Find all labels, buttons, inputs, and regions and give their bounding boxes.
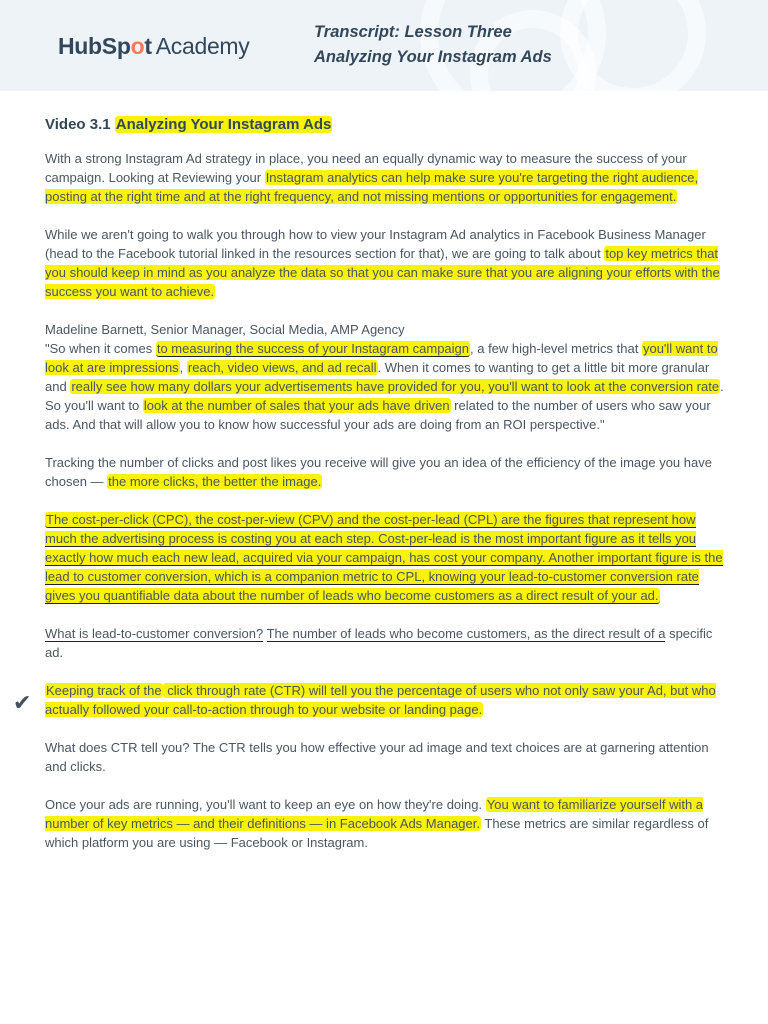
decorative-circle — [560, 0, 706, 91]
text: Tracking the number of clicks and post likes you receive will give you an idea of the efficiency of the image you have chosen — — [45, 455, 712, 489]
question: What is lead-to-customer conversion? — [45, 626, 264, 641]
text: While we aren't going to walk you through how to view your Instagram Ad analytics in Facebook Business Manager (head to the Facebook tutorial linked in the resources section for that), we are going to talk about — [45, 227, 706, 261]
highlight: the more clicks, the better the image. — [108, 474, 322, 489]
logo-academy: Academy — [155, 33, 250, 59]
video-heading — [45, 113, 725, 137]
paragraph-4 — [45, 453, 725, 491]
transcript-body — [45, 113, 725, 852]
paragraph-8 — [45, 738, 725, 776]
title-line-1: Transcript: Lesson Three — [314, 23, 512, 41]
text: , — [179, 360, 187, 375]
document-title — [314, 20, 552, 70]
video-title: Analyzing Your Instagram Ads — [115, 116, 332, 133]
text: What does CTR tell you? The CTR tells you how effective your ad image and text choices are at garnering attention and clicks. — [45, 740, 709, 774]
highlight: You want to familiarize yourself with a number of key metrics — and their definitions — in Facebook Ads Manager. — [45, 797, 704, 831]
highlight: reach, video views, and ad recall — [187, 360, 377, 375]
paragraph-9 — [45, 795, 725, 852]
speaker-name: Madeline Barnett, Senior Manager, Social Media, AMP Agency — [45, 322, 405, 337]
highlight: Instagram analytics can help make sure you're targeting the right audience, posting at the right time and at the right frequency, and not missing mentions or opportunities for engagement. — [45, 170, 699, 204]
text: "So when it comes — [45, 341, 156, 356]
checkmark-icon: ✔ — [13, 690, 32, 715]
text: Once your ads are running, you'll want to keep an eye on how they're doing. — [45, 797, 486, 812]
paragraph-6 — [45, 624, 725, 662]
highlight: click through rate (CTR) will tell you the percentage of users who not only saw your Ad, but who actually followed your call-to-action through to your website or landing page. — [45, 683, 716, 717]
text: , a few high-level metrics that — [470, 341, 642, 356]
text: . When it comes to wanting to get a little bit more granular and — [45, 360, 710, 394]
text: related to the number of users who saw your ads. And that will allow you to know how successful your ads are doing from an ROI perspective." — [45, 398, 711, 432]
text: specific ad. — [45, 626, 713, 660]
paragraph-7 — [45, 681, 725, 719]
highlight: to measuring the success of your Instagram campaign — [156, 341, 469, 356]
highlight: you'll want to look at are impressions — [45, 341, 718, 375]
text: With a strong Instagram Ad strategy in place, you need an equally dynamic way to measure the success of your campaign. Looking at Reviewing your — [45, 151, 687, 185]
logo-brand-part: t — [144, 33, 152, 59]
page-header — [0, 0, 768, 91]
answer: The number of leads who become customers, as the direct result of a — [266, 626, 666, 641]
paragraph-5 — [45, 510, 725, 605]
video-number: Video 3.1 — [45, 116, 115, 133]
hubspot-academy-logo — [58, 33, 250, 60]
paragraph-2 — [45, 225, 725, 301]
text: . So you'll want to — [45, 379, 724, 413]
highlight: top key metrics that you should keep in mind as you analyze the data so that you can make sure that you are aligning your efforts with the success you want to achieve. — [45, 246, 720, 299]
text: These metrics are similar regardless of which platform you are using — Facebook or Instagram. — [45, 816, 709, 850]
highlight: The cost-per-click (CPC), the cost-per-view (CPV) and the cost-per-lead (CPL) are the figures that represent how much the advertising process is costing you at each step. Cost-per-lead is the most important figure as it tells you exactly how much each new lead, acquired via your campaign, has cost your company. Another important figure is the lead to customer conversion, which is a companion metric to CPL, knowing your lead-to-customer conversion rate gives you quantifiable data about the number of leads who become customers as a direct result of your ad. — [45, 512, 723, 603]
highlight: really see how many dollars your advertisements have provided for you, you'll want to look at the conversion rate — [71, 379, 720, 394]
sprocket-icon: o — [130, 33, 145, 59]
highlight: look at the number of sales that your ads have driven — [143, 398, 450, 413]
logo-brand-part: HubSp — [58, 33, 131, 59]
highlight: Keeping track of the — [46, 683, 162, 698]
paragraph-1 — [45, 149, 725, 206]
title-line-2: Analyzing Your Instagram Ads — [314, 48, 552, 66]
paragraph-3 — [45, 320, 725, 434]
